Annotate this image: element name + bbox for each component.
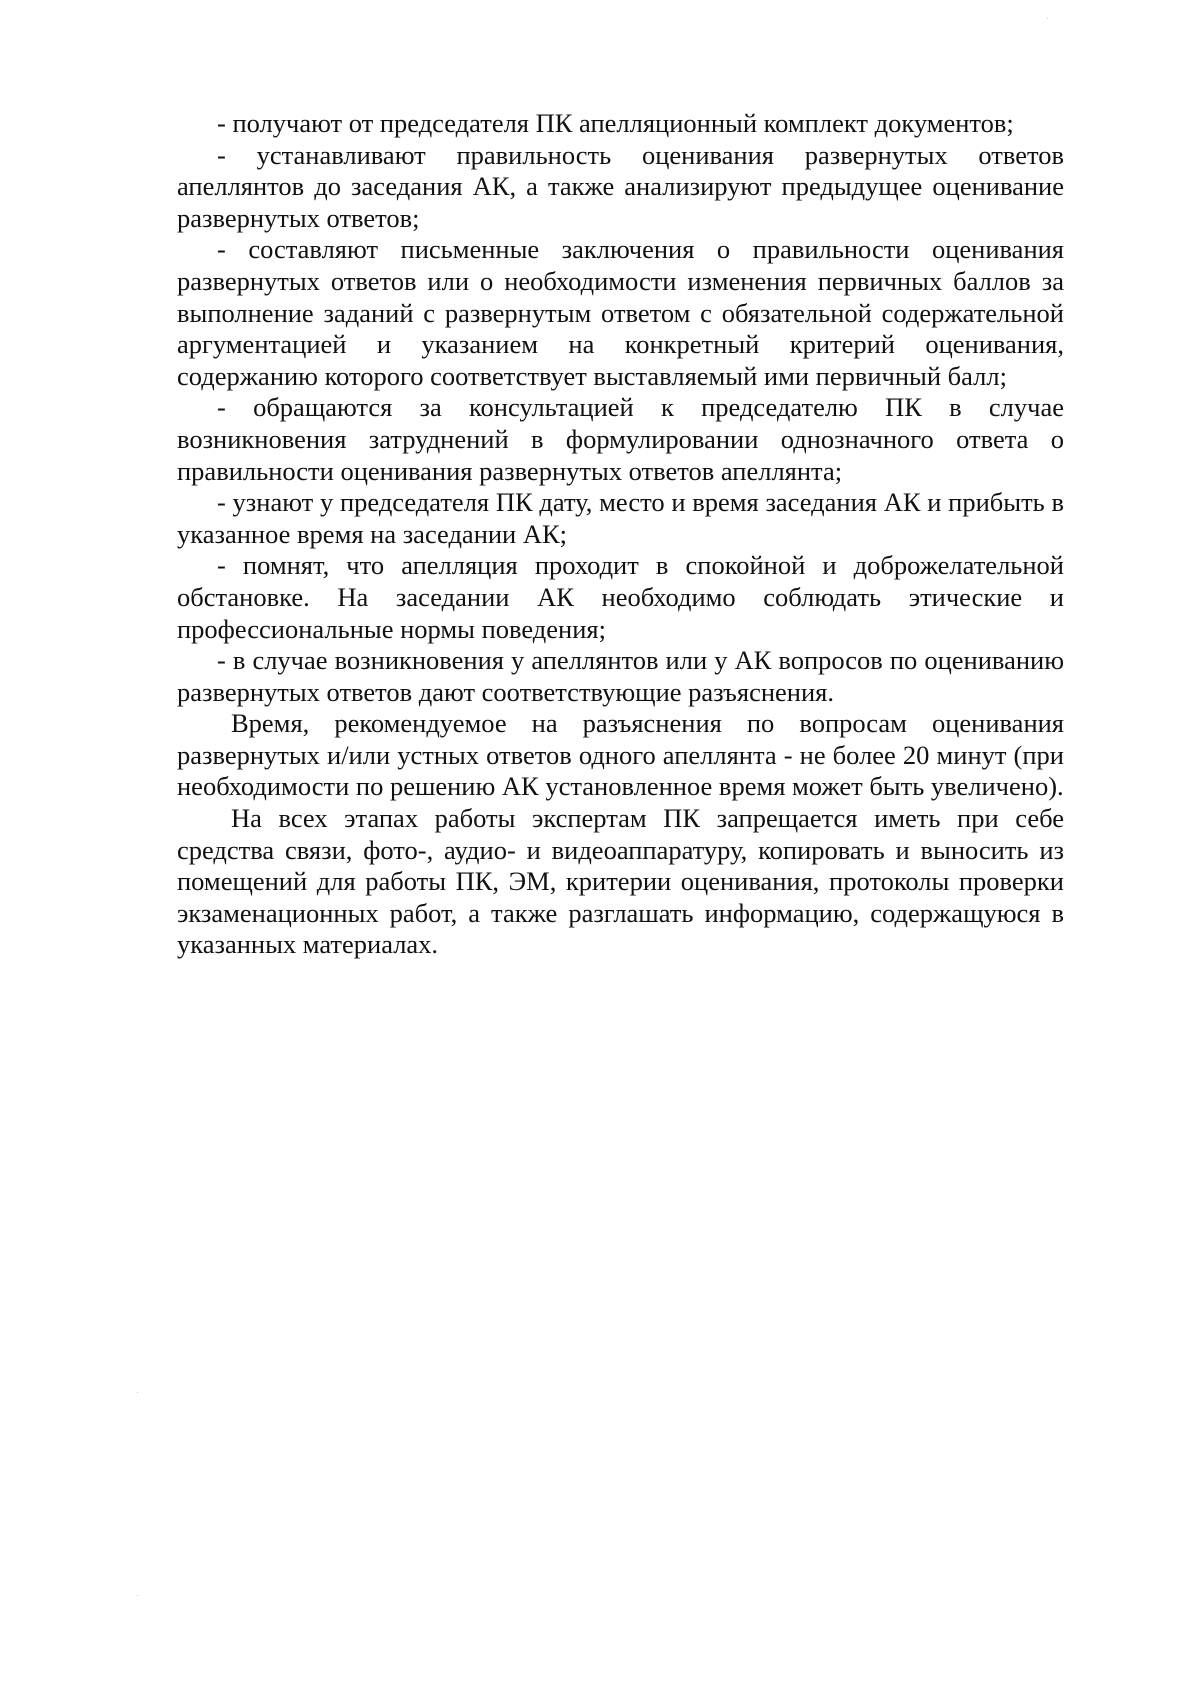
list-item: - получают от председателя ПК апелляционный комплект документов; xyxy=(217,108,1014,138)
list-item: - составляют письменные заключения о правильности оценивания развернутых ответов или о необходимости изменения первичных баллов за выполнение заданий с развернутым ответом с обязательной содержательной аргументацией и указанием на конкретный критерий оценивания, содержанию которого соответствует выставляемый ими первичный балл; xyxy=(177,234,1064,391)
scan-artifact xyxy=(1047,18,1048,19)
scan-artifact xyxy=(137,1595,138,1596)
list-item: - в случае возникновения у апеллянтов или у АК вопросов по оцениванию развернутых ответов дают соответствующие разъяснения. xyxy=(177,645,1064,707)
list-item: - обращаются за консультацией к председателю ПК в случае возникновения затруднений в формулировании однозначного ответа о правильности оценивания развернутых ответов апеллянта; xyxy=(177,392,1064,486)
document-body xyxy=(177,108,1064,961)
list-item: - помнят, что апелляция проходит в спокойной и доброжелательной обстановке. На заседании АК необходимо соблюдать этические и профессиональные нормы поведения; xyxy=(177,550,1064,644)
scan-artifact xyxy=(137,1392,138,1393)
list-item: - устанавливают правильность оценивания развернутых ответов апеллянтов до заседания АК, а также анализируют предыдущее оценивание развернутых ответов; xyxy=(177,139,1064,233)
paragraph-prohibitions: На всех этапах работы экспертам ПК запрещается иметь при себе средства связи, фото-, аудио- и видеоаппаратуру, копировать и выносить из помещений для работы ПК, ЭМ, критерии оценивания, протоколы проверки экзаменационных работ, а также разглашать информацию, содержащуюся в указанных материалах. xyxy=(177,803,1064,960)
paragraph-time-limit: Время, рекомендуемое на разъяснения по вопросам оценивания развернутых и/или устных ответов одного апеллянта - не более 20 минут (при необходимости по решению АК установленное время может быть увеличено). xyxy=(177,708,1064,802)
list-item: - узнают у председателя ПК дату, место и время заседания АК и прибыть в указанное время на заседании АК; xyxy=(177,487,1064,549)
